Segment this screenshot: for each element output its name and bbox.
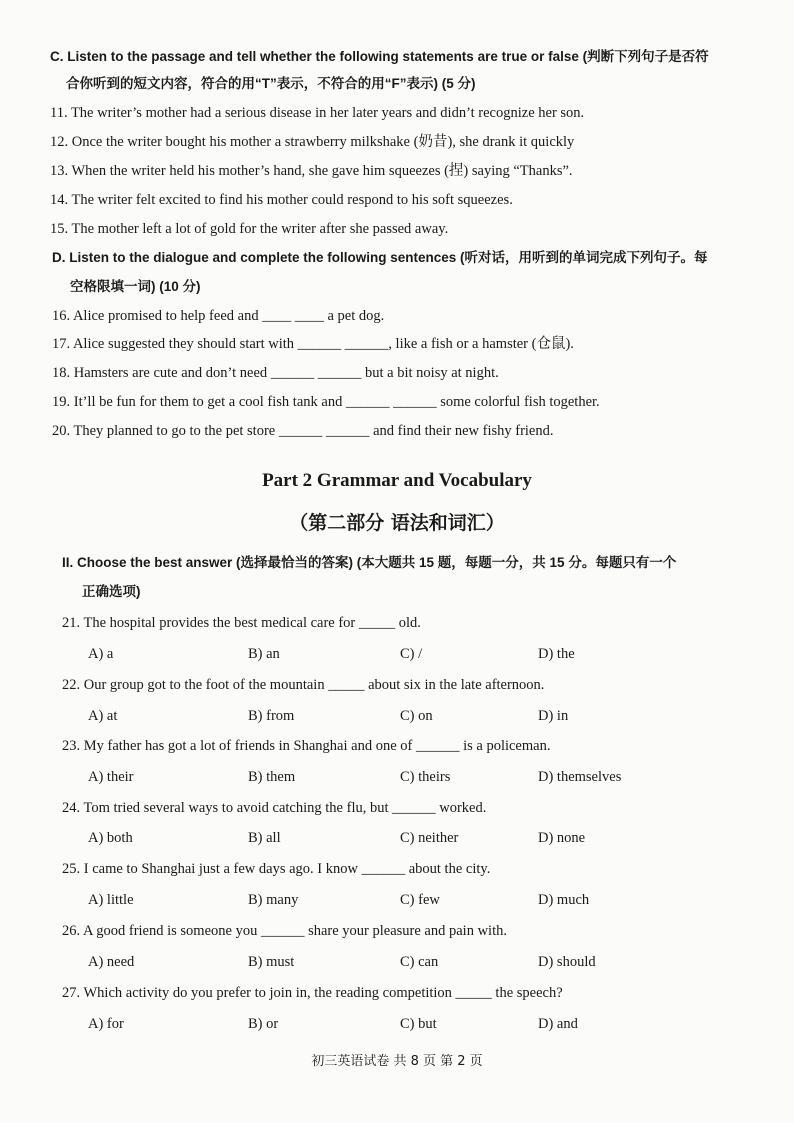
- question-23: 23. My father has got a lot of friends in Shanghai and one of ______ is a policeman.: [62, 738, 551, 754]
- part2-title: Part 2 Grammar and Vocabulary: [262, 470, 532, 491]
- question-13: 13. When the writer held his mother’s hand, she gave him squeezes (捏) saying “Thanks”.: [50, 163, 573, 179]
- option-23-a: A) their: [88, 769, 134, 785]
- option-21-d: D) the: [538, 646, 575, 662]
- section-ii-heading-line2: 正确选项): [82, 584, 141, 599]
- question-15: 15. The mother left a lot of gold for the writer after she passed away.: [50, 221, 449, 237]
- option-21-b: B) an: [248, 646, 280, 662]
- option-27-b: B) or: [248, 1016, 279, 1032]
- option-24-a: A) both: [88, 830, 133, 846]
- question-26: 26. A good friend is someone you ______ share your pleasure and pain with.: [62, 923, 507, 939]
- question-12: 12. Once the writer bought his mother a strawberry milkshake (奶昔), she drank it quickly: [50, 134, 575, 150]
- option-23-b: B) them: [248, 769, 296, 785]
- part2-subtitle: （第二部分 语法和词汇）: [289, 512, 505, 534]
- option-25-d: D) much: [538, 892, 590, 908]
- question-14: 14. The writer felt excited to find his mother could respond to his soft squeezes.: [50, 192, 513, 208]
- option-22-d: D) in: [538, 708, 569, 724]
- option-22-a: A) at: [88, 708, 118, 724]
- option-25-c: C) few: [400, 892, 440, 908]
- question-25: 25. I came to Shanghai just a few days ago. I know ______ about the city.: [62, 861, 491, 877]
- section-c-heading-line2: 合你听到的短文内容，符合的用“T”表示，不符合的用“F”表示) (5 分): [66, 76, 476, 91]
- option-24-c: C) neither: [400, 830, 459, 846]
- option-26-d: D) should: [538, 954, 596, 970]
- option-26-b: B) must: [248, 954, 295, 970]
- option-26-a: A) need: [88, 954, 135, 970]
- option-21-c: C) /: [400, 646, 423, 662]
- option-27-c: C) but: [400, 1016, 437, 1032]
- option-21-a: A) a: [88, 646, 114, 662]
- option-26-c: C) can: [400, 954, 439, 970]
- question-27: 27. Which activity do you prefer to join in, the reading competition _____ the speech?: [62, 985, 563, 1001]
- section-d-heading-line1: D. Listen to the dialogue and complete the following sentences (听对话，用听到的单词完成下列句子。每: [52, 250, 708, 265]
- page-footer: 初三英语试卷 共 8 页 第 2 页: [311, 1054, 483, 1069]
- section-d-heading-line2: 空格限填一词) (10 分): [70, 279, 201, 294]
- question-16: 16. Alice promised to help feed and ____ ____ a pet dog.: [52, 308, 385, 324]
- question-17: 17. Alice suggested they should start with ______ ______, like a fish or a hamster (仓鼠).: [52, 336, 574, 352]
- question-19: 19. It’ll be fun for them to get a cool fish tank and ______ ______ some colorful fish together.: [52, 394, 600, 410]
- option-27-a: A) for: [88, 1016, 124, 1032]
- question-18: 18. Hamsters are cute and don’t need ______ ______ but a bit noisy at night.: [52, 365, 499, 381]
- option-24-b: B) all: [248, 830, 281, 846]
- question-24: 24. Tom tried several ways to avoid catching the flu, but ______ worked.: [62, 800, 487, 816]
- section-c-heading-line1: C. Listen to the passage and tell whether the following statements are true or false (判断下列句子是否符: [50, 49, 709, 64]
- option-22-c: C) on: [400, 708, 433, 724]
- question-21: 21. The hospital provides the best medical care for _____ old.: [62, 615, 421, 631]
- option-24-d: D) none: [538, 830, 586, 846]
- option-25-a: A) little: [88, 892, 134, 908]
- question-11: 11. The writer’s mother had a serious disease in her later years and didn’t recognize her son.: [50, 105, 585, 121]
- option-27-d: D) and: [538, 1016, 578, 1032]
- option-23-d: D) themselves: [538, 769, 622, 785]
- question-20: 20. They planned to go to the pet store ______ ______ and find their new fishy friend.: [52, 423, 554, 439]
- option-23-c: C) theirs: [400, 769, 451, 785]
- option-25-b: B) many: [248, 892, 299, 908]
- option-22-b: B) from: [248, 708, 295, 724]
- section-ii-heading-line1: II. Choose the best answer (选择最恰当的答案) (本大题共 15 题，每题一分，共 15 分。每题只有一个: [62, 555, 677, 570]
- question-22: 22. Our group got to the foot of the mountain _____ about six in the late afternoon.: [62, 677, 545, 693]
